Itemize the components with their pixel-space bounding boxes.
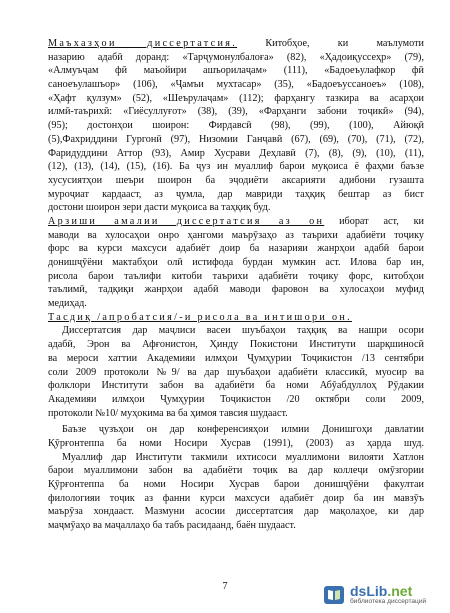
section-heading: Тасдиқ /апробатсия/-и рисола ва интишори он. [48,311,352,323]
line-text: соли 2009 протоколи №9/ ва дар шуъбаҳои адабиёти классикӣ, муосир ва [48,366,424,378]
line-text: рисола барои таълифи китоби таърихи адабиёти тоҷику форс, китобҳои [48,270,424,282]
text-line [48,133,424,147]
text-line [48,464,424,478]
line-text: саноеъулашъор» (106), «Ҷамъи мухтасар» (35), «Бадоеъуссаноеъ» (108), [48,79,424,91]
section-heading: Маъхазҳои диссертатсия. [48,38,238,49]
text-line [48,92,424,106]
text-line [48,64,424,78]
text-line [48,201,424,215]
line-text: адабӣ, Эрон ва Афғонистон, Ҳинду Покистони Институти шарқшиносӣ [48,339,424,351]
text-line [48,379,424,393]
text-line [48,37,424,51]
line-text: филологияи тоҷик аз фанни курси махсуси адабиёт доир ба ин мавзӯъ [48,492,424,504]
line-text: медиҳад. [48,298,87,310]
book-icon [322,583,346,607]
line-text: иборат аст, ки [324,215,424,227]
site-watermark[interactable] [322,581,444,609]
text-line [48,229,424,243]
text-line [48,437,424,451]
line-text: (95); достонҳои шоирон: Фирдавсӣ (98), (99), (100), Айюқӣ [48,120,424,132]
line-text: Китобҳое, ки маълумоти [237,38,424,49]
line-text: назарию адабӣ доранд: «Тарҷумонулбалоға» (82), «Ҳадоиқуссеҳр» (79), [48,51,424,63]
section-heading: Арзиши амалии диссертатсия аз он [48,215,325,227]
text-line [48,519,424,533]
line-text: достони шоирон зери дасти муқоиса ва таҳқиқ буд. [48,202,271,214]
text-line [48,256,424,270]
line-text: Қӯрғонтеппа ба номи Носири Хусрав (1991), (2003) аз ҳарда шуд. [48,437,424,449]
line-text: донишҷӯёни мактабҳои олӣ истифода бурдан мумкин аст. Илова бар ин, [48,257,424,268]
text-line [48,393,424,407]
page-number: 7 [222,581,228,592]
text-line [48,51,424,65]
text-line [48,147,424,161]
line-text: Муаллиф дар Институти такмили ихтисоси муаллимони вилояти Хатлон [62,451,424,463]
line-text: Академияи илмҳои Ҷумҳурии Тоҷикистон /20 октябри соли 2009, [48,393,424,405]
text-line [48,478,424,492]
line-text: Фаридуддини Аттор (93), Амир Хусрави Деҳлавӣ (7), (8), (9), (10), (11), [48,147,424,159]
line-text: маърӯза хондааст. Мазмуни асосии диссертатсия дар мақолаҳое, ки дар [48,506,424,518]
text-line [48,242,424,256]
document-body [48,37,424,533]
line-text: Баъзе ҷузъҳои он дар конференсияҳои илмии Донишгоҳи давлатии [62,424,424,436]
text-line [48,270,424,284]
text-line [48,174,424,188]
text-line [48,423,424,437]
line-text: протоколи №10/ муҳокима ва ба ҳимоя тавсия шудааст. [48,407,288,419]
text-line [48,451,424,465]
line-text: муроҷиат кардааст, аз ҷумла, дар мавриди таҳқиқ бештар аз бист [48,188,424,200]
line-text: ва мероси хаттии Академияи илмҳои Ҷумҳурии Тоҷикистон /13 сентябри [48,352,424,364]
line-text: Қӯрғонтеппа ба номи Носири Хусрав барои донишҷӯёни факултаи [48,479,424,490]
text-line [48,215,424,229]
line-text: илмӣ-таърихӣ: «Гиёсуллуғот» (38), (39), «Фарҳанги забони тоҷикӣ» (94), [48,106,424,118]
line-text: фолклори Институти забон ва адабиёти ба номи Абӯабдуллоҳ Рӯдакии [48,380,424,392]
line-text: хусусиятҳои шеъри шоирон ба эҷодиёти аксарияти адибони гузашта [48,174,424,186]
line-text: Диссертатсия дар маҷлиси васеи шуъбаҳои таҳқиқ ва нашри осори [62,325,424,337]
line-text: (5),Фахриддини Гургонӣ (97), Низомии Ганҷавӣ (67), (69), (70), (71), (72), [48,133,424,145]
text-line [48,352,424,366]
text-line [48,338,424,352]
line-text: «Алмуъҷам фӣ маъойири ашъорилаҷам» (111), «Бадоеъулафкор фӣ [48,65,424,77]
text-line [48,492,424,506]
line-text: маводи ва хулосаҳои онро ҳангоми маърӯзаҳо аз таърихи адабиёти тоҷику [48,229,424,241]
line-text: таълимӣ, тадқиқи жанрҳои адабӣ маводи фаровон ва хулосаҳои муфид [48,284,424,296]
text-line [48,105,424,119]
text-line [48,160,424,174]
text-line [48,324,424,338]
line-text: барои муаллимони забон ва адабиёти тоҷик ва дар коллеҷи омӯзгории [48,465,424,477]
text-line [48,283,424,297]
text-line [48,505,424,519]
text-line [48,311,424,325]
watermark-brand: dsLib.net [350,583,413,600]
watermark-subtitle: библиотека диссертаций [350,598,427,606]
text-line [48,119,424,133]
text-line [48,297,424,311]
line-text: (12), (13), (14), (15), (16). Ба ҷуз ин муаллиф барои муқоиса ё фаҳми баъзе [48,161,424,173]
text-line [48,407,424,421]
text-line [48,188,424,202]
text-line [48,366,424,380]
line-text: форс ва курси махсуси адабиёт доир ба назарияи жанрҳои адабӣ барои [48,243,424,255]
text-line [48,78,424,92]
line-text: маҷмӯаҳо ва маҷаллаҳо ба табъ расидаанд, баён шудааст. [48,520,296,532]
line-text: «Ҳафт қулзум» (52), «Шеърулаҷам» (112); фарҳангу тазкира ва асарҳои [48,92,424,104]
